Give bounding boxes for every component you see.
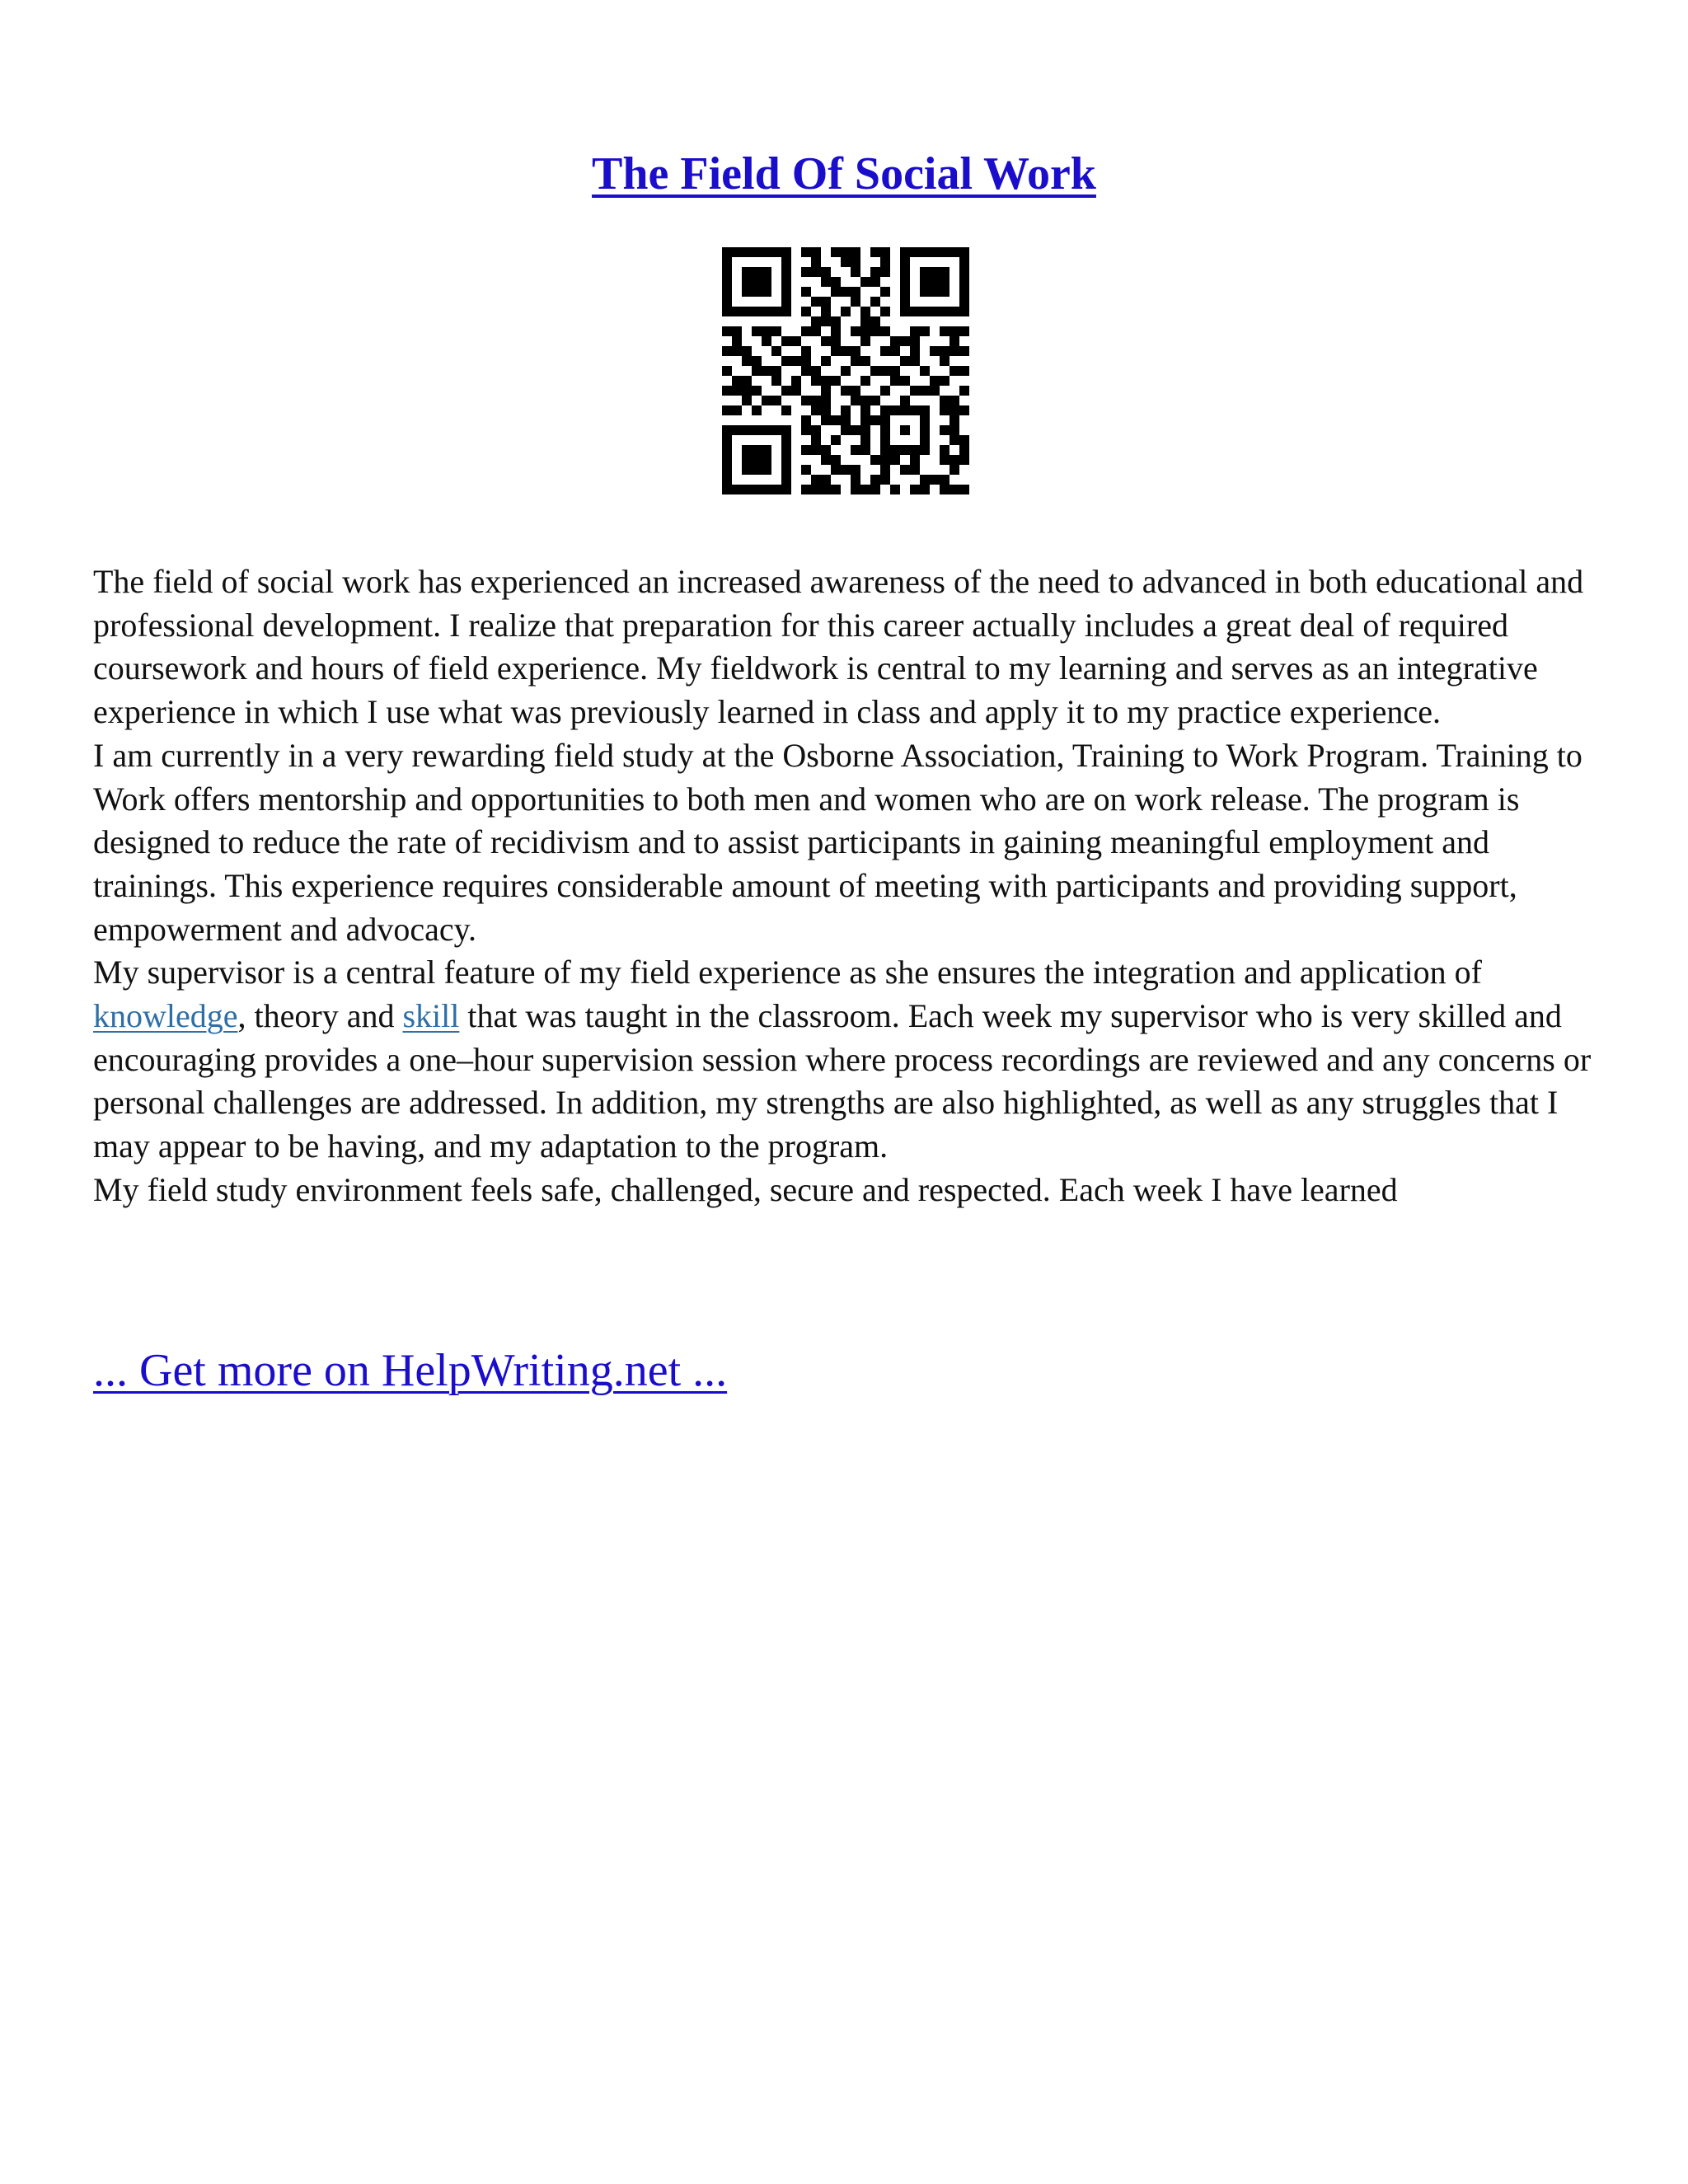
get-more-section xyxy=(93,1342,727,1399)
paragraph-1: The field of social work has experienced an increased awareness of the need to advanced in both educational and professional development. I realize that preparation for this career actually includes a great deal of required coursework and hours of field experience. My fieldwork is central to my learning and serves as an integrative experience in which I use what was previously learned in class and apply it to my practice experience. xyxy=(93,563,1584,731)
title-link[interactable]: The Field Of Social Work xyxy=(592,148,1096,199)
paragraph-3-text-b: , theory and xyxy=(237,997,403,1035)
paragraph-2: I am currently in a very rewarding field study at the Osborne Association, Training to Work Program. Training to Work offers mentorship and opportunities to both men and women who are on work release. The program is designed to reduce the rate of recidivism and to assist participants in gaining meaningful employment and trainings. This experience requires considerable amount of meeting with participants and providing support, empowerment and advocacy. xyxy=(93,736,1582,948)
document-title xyxy=(0,145,1688,203)
qr-code-icon xyxy=(722,247,969,494)
get-more-link[interactable]: ... Get more on HelpWriting.net ... xyxy=(93,1345,728,1396)
essay-body xyxy=(93,560,1601,1212)
skill-link[interactable]: skill xyxy=(402,997,460,1035)
paragraph-4: My field study environment feels safe, challenged, secure and respected. Each week I have learned xyxy=(93,1170,1398,1208)
knowledge-link[interactable]: knowledge xyxy=(93,997,238,1035)
paragraph-3-text-c: that was taught in the classroom. Each week my supervisor who is very skilled and encouraging provides a one–hour supervision session where process recordings are reviewed and any concerns or personal challenges are addressed. In addition, my strengths are also highlighted, as well as any struggles that I may appear to be having, and my adaptation to the program. xyxy=(93,997,1592,1165)
paragraph-3-text-a: My supervisor is a central feature of my field experience as she ensures the integration and application of xyxy=(93,954,1482,991)
paragraph-3 xyxy=(93,951,1601,1169)
